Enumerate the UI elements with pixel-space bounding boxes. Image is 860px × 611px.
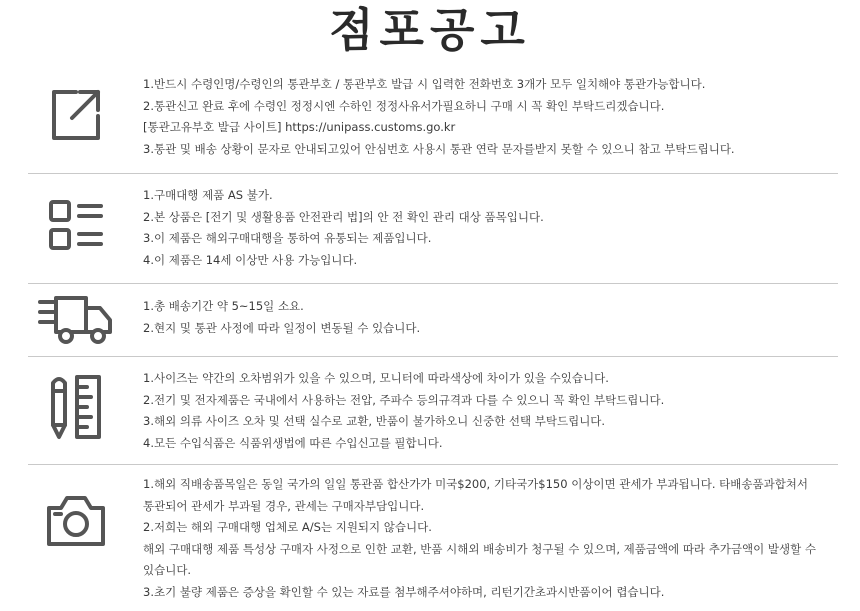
divider <box>28 356 838 357</box>
divider <box>28 173 838 174</box>
notice-line: 1.반드시 수령인명/수령인의 통관부호 / 통관부호 발급 시 입력한 전화번호 3개가 모두 일치해야 통관가능합니다. <box>143 77 706 91</box>
external-link-icon <box>38 80 114 150</box>
notice-line: 해외 구매대행 제품 특성상 구매자 사정으로 인한 교환, 반품 시해외 배송비가 청구될 수 있으며, 제품금액에 따라 추가금액이 발생할 수 <box>143 541 816 556</box>
divider <box>28 464 838 465</box>
pencil-ruler-icon <box>38 372 114 442</box>
notice-line: 2.본 상품은 [전기 및 생활용품 안전관리 법]의 안 전 확인 관리 대상 품목입니다. <box>143 209 544 224</box>
notice-line: 통관되어 관세가 부과될 경우, 관세는 구매자부담입니다. <box>143 498 425 513</box>
notice-line: 2.통관신고 완료 후에 수령인 정정시엔 수하인 정정사유서가필요하니 구매 시 꼭 확인 부탁드리겠습니다. <box>143 98 665 113</box>
delivery-truck-icon <box>38 286 114 356</box>
checklist-icon <box>38 191 114 261</box>
divider <box>28 283 838 284</box>
notice-line: 4.모든 수입식품은 식품위생법에 따른 수입신고를 필합니다. <box>143 435 443 450</box>
camera-icon <box>38 486 114 556</box>
notice-line: 2.전기 및 전자제품은 국내에서 사용하는 전압, 주파수 등의규격과 다를 수 있으니 꼭 확인 부탁드립니다. <box>143 392 665 407</box>
notice-line: 3.초기 불량 제품은 증상을 확인할 수 있는 자료를 첨부해주셔야하며, 리턴기간초과시반품이어 렵습니다. <box>143 584 665 599</box>
page-title: 점포공고 <box>329 3 531 57</box>
notice-line: 1.사이즈는 약간의 오차범위가 있을 수 있으며, 모니터에 따라색상에 차이가 있을 수있습니다. <box>143 371 609 385</box>
notice-line: 3.해외 의류 사이즈 오차 및 선택 실수로 교환, 반품이 불가하오니 신중한 선택 부탁드립니다. <box>143 414 606 428</box>
notice-line: 1.해외 직배송품목일은 동일 국가의 일일 통관품 합산가가 미국$200, 기타국가$150 이상이면 관세가 부과됩니다. 타배송품과합쳐서 <box>143 477 809 491</box>
notice-line: 3.이 제품은 해외구매대행을 통하여 유통되는 제품입니다. <box>143 231 432 245</box>
notice-line: 4.이 제품은 14세 이상만 사용 가능입니다. <box>143 252 358 267</box>
notice-line: 2.현지 및 통관 사정에 따라 일정이 변동될 수 있습니다. <box>143 320 421 335</box>
notice-line: 있습니다. <box>143 563 192 577</box>
notice-line: 1.총 배송기간 약 5~15일 소요. <box>143 299 304 313</box>
notice-line: 2.저희는 해외 구매대행 업체로 A/S는 지원되지 않습니다. <box>143 520 432 534</box>
notice-line: 1.구매대행 제품 AS 불가. <box>143 188 273 202</box>
notice-line: 3.통관 및 배송 상황이 문자로 안내되고있어 안심번호 사용시 통관 연락 문자를받지 못할 수 있으니 참고 부탁드립니다. <box>143 141 735 156</box>
notice-line: [통관고유부호 발급 사이트] https://unipass.customs.go.kr <box>143 120 456 134</box>
